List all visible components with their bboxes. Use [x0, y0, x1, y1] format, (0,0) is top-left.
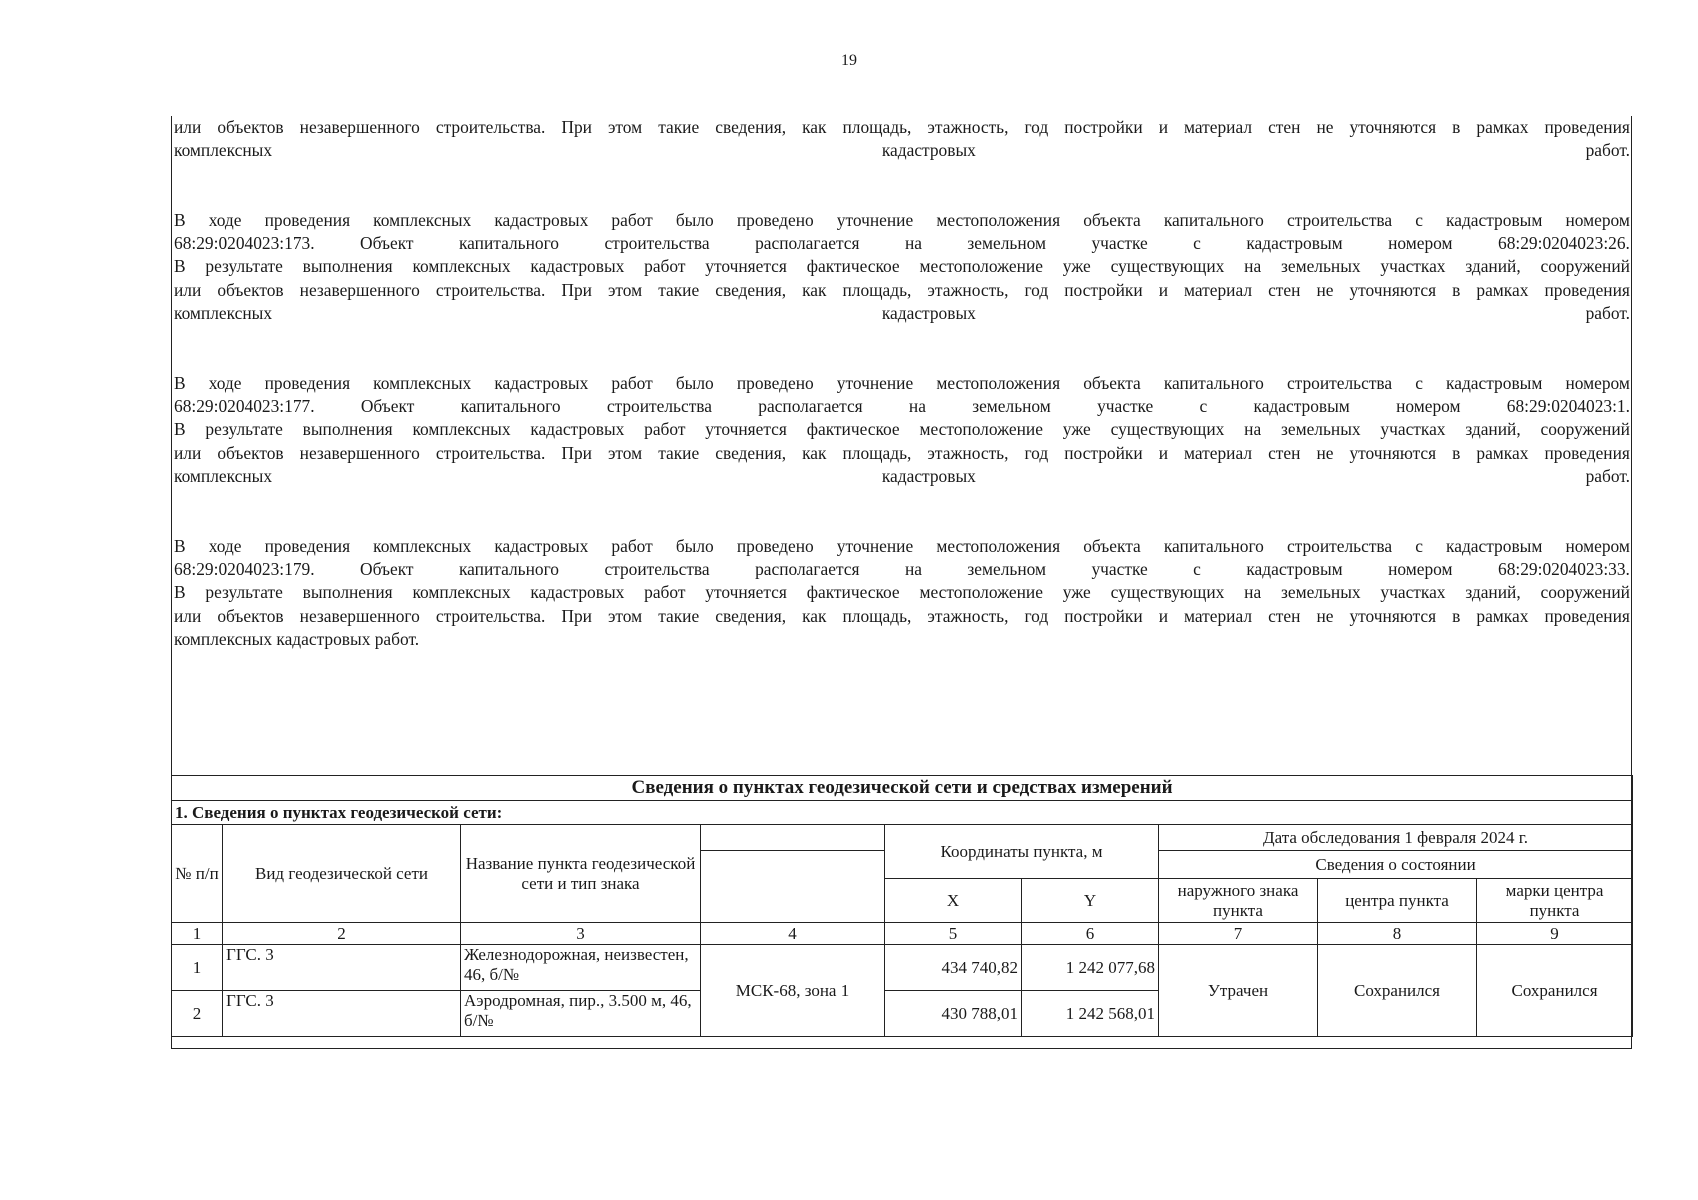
col-number: 9 — [1477, 923, 1633, 945]
word: строительства — [604, 233, 710, 254]
word: или — [174, 279, 202, 300]
word: капитального — [459, 233, 559, 254]
word: работ — [644, 419, 686, 440]
word: объектов — [217, 117, 284, 137]
subsection-title-row — [172, 801, 1633, 825]
word: как — [802, 605, 827, 626]
word: При — [561, 117, 592, 137]
word: уточняется — [705, 256, 787, 277]
word: участках — [1380, 419, 1446, 440]
word: незавершенного — [299, 279, 420, 300]
row-outer-sign-state: Утрачен — [1159, 945, 1318, 1037]
word: зданий, — [1465, 419, 1521, 440]
word: проведено — [736, 210, 814, 230]
paragraph-line — [174, 605, 1630, 628]
word: уточняются — [1349, 442, 1437, 463]
word: При — [561, 279, 592, 300]
row-num: 2 — [172, 991, 223, 1037]
word: комплексных — [373, 210, 472, 230]
word: 68:29:0204023:26. — [1498, 233, 1630, 254]
word: уточняется — [705, 582, 787, 603]
word: земельных — [1280, 582, 1361, 603]
word: постройки — [1064, 279, 1143, 300]
word: кадастровых — [494, 210, 589, 230]
word: номером — [1388, 559, 1453, 580]
word: ходе — [208, 210, 242, 230]
word: как — [802, 442, 827, 463]
paragraph-line — [174, 116, 1630, 139]
word: В — [174, 582, 186, 603]
word: результате — [205, 419, 283, 440]
word: строительства. — [435, 605, 546, 626]
word: или — [174, 117, 202, 137]
header-system — [701, 851, 885, 923]
paragraph-line — [174, 372, 1630, 395]
word: уже — [1062, 419, 1091, 440]
word: стен — [1268, 605, 1301, 626]
paragraph-line — [174, 558, 1630, 581]
word: капитального — [459, 559, 559, 580]
word: стен — [1268, 279, 1301, 300]
word: такие — [658, 605, 700, 626]
row-center-mark-state: Сохранился — [1477, 945, 1633, 1037]
word: сооружений — [1540, 582, 1630, 603]
paragraph-line — [174, 581, 1630, 604]
header-system-top — [701, 825, 885, 851]
word: комплексных — [412, 582, 511, 603]
word: этом — [607, 117, 643, 137]
word: материал — [1184, 442, 1253, 463]
word: строительства. — [435, 117, 546, 137]
word: строительства. — [435, 442, 546, 463]
word: работ — [644, 582, 686, 603]
word: 68:29:0204023:33. — [1498, 559, 1630, 580]
word: работ — [611, 373, 653, 393]
word: объекта — [1083, 210, 1141, 230]
word: не — [1316, 605, 1334, 626]
word: работ — [611, 536, 653, 556]
word: и — [1158, 117, 1168, 137]
header-outer-sign: наружного знака пункта — [1159, 879, 1318, 923]
word: было — [675, 373, 714, 393]
word: незавершенного — [299, 442, 420, 463]
word: площадь, — [842, 442, 912, 463]
word: незавершенного — [299, 605, 420, 626]
word: располагается — [758, 396, 863, 417]
header-state: Сведения о состоянии — [1159, 851, 1633, 879]
word: материал — [1184, 605, 1253, 626]
paragraph-line-spread: комплексных кадастровых работ. — [174, 302, 1630, 323]
word: 68:29:0204023:179. — [174, 559, 315, 580]
word: выполнения — [302, 256, 393, 277]
word: и — [1158, 605, 1168, 626]
word: сведения, — [715, 279, 787, 300]
word: капитального — [1163, 210, 1264, 230]
word: не — [1316, 279, 1334, 300]
row-x: 434 740,82 — [885, 945, 1022, 991]
word: работ — [644, 256, 686, 277]
word: кадастровым — [1446, 210, 1543, 230]
word: рамках — [1476, 279, 1529, 300]
word: рамках — [1476, 442, 1529, 463]
word: сведения, — [715, 605, 787, 626]
paragraph-oks-177 — [174, 372, 1630, 488]
section-title-row — [172, 776, 1633, 801]
word: В — [174, 256, 186, 277]
row-center-state: Сохранился — [1318, 945, 1477, 1037]
word: номером — [1388, 233, 1453, 254]
word: год — [1024, 605, 1049, 626]
word: площадь, — [842, 605, 912, 626]
word: комплексных — [412, 256, 511, 277]
word: с — [1415, 373, 1423, 393]
word: сведения, — [715, 117, 787, 137]
word: земельных — [1280, 256, 1361, 277]
word: земельном — [972, 396, 1051, 417]
word: участках — [1380, 582, 1446, 603]
word: земельных — [1280, 419, 1361, 440]
word: или — [174, 605, 202, 626]
word: проведено — [736, 373, 814, 393]
word: на — [1244, 582, 1262, 603]
word: проведения — [1544, 605, 1630, 626]
word: кадастровых — [530, 419, 625, 440]
word: кадастровым — [1246, 559, 1343, 580]
word: этажность, — [927, 279, 1009, 300]
word: проведения — [264, 373, 351, 393]
row-point-name: Аэродромная, пир., 3.500 м, 46, б/№ — [461, 991, 701, 1037]
word: номером — [1565, 210, 1630, 230]
word: год — [1024, 279, 1049, 300]
row-y: 1 242 568,01 — [1022, 991, 1159, 1037]
section-title: Сведения о пунктах геодезической сети и средствах измерений — [172, 776, 1633, 801]
word: номером — [1565, 536, 1630, 556]
word: В — [174, 373, 186, 393]
word: работ — [611, 210, 653, 230]
word: проведения — [264, 536, 351, 556]
word: не — [1316, 442, 1334, 463]
word: на — [1244, 419, 1262, 440]
word: зданий, — [1465, 582, 1521, 603]
word: выполнения — [302, 419, 393, 440]
word: как — [802, 117, 827, 137]
word: стен — [1268, 117, 1301, 137]
col-number: 5 — [885, 923, 1022, 945]
row-y: 1 242 077,68 — [1022, 945, 1159, 991]
geodetic-network-table — [171, 775, 1633, 1037]
word: ходе — [208, 536, 242, 556]
table-row — [172, 945, 1633, 991]
word: в — [1452, 279, 1461, 300]
word: с — [1199, 396, 1208, 417]
paragraph-line — [174, 232, 1630, 255]
word: строительства — [604, 559, 710, 580]
word: постройки — [1064, 117, 1143, 137]
word: постройки — [1064, 442, 1143, 463]
paragraph-line — [174, 209, 1630, 232]
word: на — [904, 233, 922, 254]
word: в — [1452, 605, 1461, 626]
word: зданий, — [1465, 256, 1521, 277]
word: кадастровым — [1253, 396, 1350, 417]
word: строительства — [1286, 373, 1393, 393]
word: фактическое — [806, 256, 900, 277]
word: В — [174, 419, 186, 440]
header-x: X — [885, 879, 1022, 923]
word: выполнения — [302, 582, 393, 603]
word: или — [174, 442, 202, 463]
word: проведения — [264, 210, 351, 230]
word: сооружений — [1540, 419, 1630, 440]
word: В — [174, 536, 186, 556]
row-x: 430 788,01 — [885, 991, 1022, 1037]
col-number: 7 — [1159, 923, 1318, 945]
paragraph-line — [174, 395, 1630, 418]
word: Объект — [360, 559, 414, 580]
word: объектов — [217, 279, 284, 300]
word: местоположения — [936, 536, 1061, 556]
paragraph-line — [174, 442, 1630, 465]
word: При — [561, 605, 592, 626]
word: этажность, — [927, 605, 1009, 626]
word: кадастровым — [1446, 536, 1543, 556]
word: такие — [658, 117, 700, 137]
word: 68:29:0204023:1. — [1506, 396, 1630, 417]
word: участках — [1380, 256, 1446, 277]
word: объекта — [1083, 373, 1141, 393]
word: проведения — [1544, 442, 1630, 463]
col-number: 6 — [1022, 923, 1159, 945]
word: такие — [658, 442, 700, 463]
word: объектов — [217, 442, 284, 463]
header-network-type: Вид геодезической сети — [223, 825, 461, 923]
word: кадастровых — [530, 582, 625, 603]
word: строительства. — [435, 279, 546, 300]
word: существующих — [1110, 582, 1225, 603]
word: стен — [1268, 442, 1301, 463]
word: проведения — [1544, 117, 1630, 137]
word: местоположения — [936, 210, 1061, 230]
word: год — [1024, 442, 1049, 463]
word: этом — [607, 442, 643, 463]
paragraph-line-spread: комплексных кадастровых работ. — [174, 140, 1630, 161]
word: было — [675, 536, 714, 556]
word: с — [1415, 536, 1423, 556]
word: местоположение — [919, 582, 1043, 603]
col-number: 3 — [461, 923, 701, 945]
word: уточняются — [1349, 279, 1437, 300]
word: уточняются — [1349, 605, 1437, 626]
word: объектов — [217, 605, 284, 626]
word: комплексных — [373, 373, 472, 393]
row-point-name: Железнодорожная, неизвестен, 46, б/№ — [461, 945, 701, 991]
header-coords: Координаты пункта, м — [885, 825, 1159, 879]
word: не — [1316, 117, 1334, 137]
header-num: № п/п — [172, 825, 223, 923]
word: капитального — [460, 396, 561, 417]
col-number: 8 — [1318, 923, 1477, 945]
word: с — [1193, 233, 1201, 254]
col-number: 1 — [172, 923, 223, 945]
col-number: 2 — [223, 923, 461, 945]
word: номером — [1396, 396, 1461, 417]
word: материал — [1184, 279, 1253, 300]
header-center: центра пункта — [1318, 879, 1477, 923]
word: с — [1415, 210, 1423, 230]
row-num: 1 — [172, 945, 223, 991]
paragraph-line — [174, 418, 1630, 441]
word: сведения, — [715, 442, 787, 463]
header-point-name: Название пункта геодезической сети и тип знака — [461, 825, 701, 923]
word: местоположение — [919, 419, 1043, 440]
word: уточнение — [836, 373, 914, 393]
word: незавершенного — [299, 117, 420, 137]
word: 68:29:0204023:173. — [174, 233, 315, 254]
word: на — [1244, 256, 1262, 277]
word: уточняются — [1349, 117, 1437, 137]
word: постройки — [1064, 605, 1143, 626]
word: такие — [658, 279, 700, 300]
word: объекта — [1083, 536, 1141, 556]
word: фактическое — [806, 419, 900, 440]
word: капитального — [1163, 536, 1264, 556]
word: участке — [1091, 233, 1148, 254]
paragraph-line-spread: комплексных кадастровых работ. — [174, 465, 1630, 486]
subsection-title: 1. Сведения о пунктах геодезической сети: — [172, 801, 1633, 825]
word: Объект — [360, 396, 415, 417]
word: кадастровых — [494, 536, 589, 556]
word: номером — [1565, 373, 1630, 393]
word: комплексных — [373, 536, 472, 556]
word: уточнение — [836, 210, 914, 230]
paragraph-continued — [174, 116, 1630, 162]
word: площадь, — [842, 117, 912, 137]
word: Объект — [360, 233, 414, 254]
word: площадь, — [842, 279, 912, 300]
word: рамках — [1476, 605, 1529, 626]
word: и — [1158, 279, 1168, 300]
word: на — [908, 396, 926, 417]
word: проведено — [736, 536, 814, 556]
word: в — [1452, 117, 1461, 137]
paragraph-line — [174, 279, 1630, 302]
page-number: 19 — [841, 52, 857, 69]
word: материал — [1184, 117, 1253, 137]
word: существующих — [1110, 256, 1225, 277]
column-numbers-row — [172, 923, 1633, 945]
paragraph-oks-173 — [174, 209, 1630, 325]
paragraph-line — [174, 255, 1630, 278]
word: строительства — [1286, 210, 1393, 230]
word: кадастровым — [1446, 373, 1543, 393]
paragraph-oks-179 — [174, 535, 1630, 651]
word: В — [174, 210, 186, 230]
word: год — [1024, 117, 1049, 137]
word: уже — [1062, 256, 1091, 277]
word: кадастровым — [1246, 233, 1343, 254]
word: результате — [205, 582, 283, 603]
header-survey-date: Дата обследования 1 февраля 2024 г. — [1159, 825, 1633, 851]
word: При — [561, 442, 592, 463]
word: участке — [1097, 396, 1154, 417]
word: местоположения — [936, 373, 1061, 393]
word: в — [1452, 442, 1461, 463]
word: этом — [607, 279, 643, 300]
word: этажность, — [927, 117, 1009, 137]
row-system: МСК-68, зона 1 — [701, 945, 885, 1037]
word: кадастровых — [530, 256, 625, 277]
word: как — [802, 279, 827, 300]
word: капитального — [1163, 373, 1264, 393]
word: комплексных — [412, 419, 511, 440]
word: существующих — [1110, 419, 1225, 440]
word: располагается — [755, 559, 860, 580]
word: уже — [1062, 582, 1091, 603]
header-center-mark: марки центра пункта — [1477, 879, 1633, 923]
word: результате — [205, 256, 283, 277]
word: на — [904, 559, 922, 580]
word: местоположение — [919, 256, 1043, 277]
word: рамках — [1476, 117, 1529, 137]
word: 68:29:0204023:177. — [174, 396, 315, 417]
word: с — [1193, 559, 1201, 580]
word: и — [1158, 442, 1168, 463]
word: земельном — [967, 233, 1047, 254]
word: кадастровых — [494, 373, 589, 393]
header-y: Y — [1022, 879, 1159, 923]
word: уточнение — [836, 536, 914, 556]
word: участке — [1091, 559, 1148, 580]
paragraph-line: комплексных кадастровых работ. — [174, 628, 420, 649]
word: располагается — [755, 233, 860, 254]
word: земельном — [967, 559, 1047, 580]
word: строительства — [606, 396, 713, 417]
col-number: 4 — [701, 923, 885, 945]
word: проведения — [1544, 279, 1630, 300]
word: сооружений — [1540, 256, 1630, 277]
paragraph-line — [174, 535, 1630, 558]
word: строительства — [1286, 536, 1393, 556]
word: фактическое — [806, 582, 900, 603]
row-network-type: ГГС. 3 — [223, 945, 461, 991]
word: было — [675, 210, 714, 230]
word: уточняется — [705, 419, 787, 440]
word: этом — [607, 605, 643, 626]
word: ходе — [208, 373, 242, 393]
row-network-type: ГГС. 3 — [223, 991, 461, 1037]
word: этажность, — [927, 442, 1009, 463]
